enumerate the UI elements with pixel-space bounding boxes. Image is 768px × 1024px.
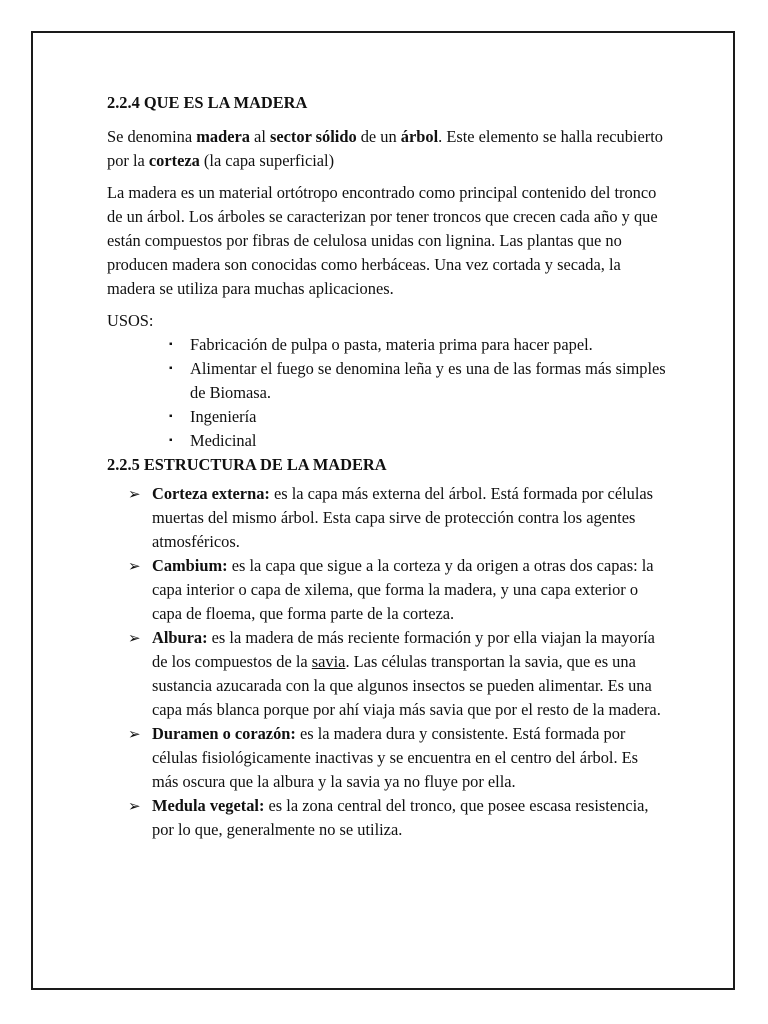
usos-item-text: Ingeniería bbox=[190, 407, 257, 426]
intro-bold-madera: madera bbox=[196, 127, 250, 146]
intro-run: . Este elemento se halla recubierto por la bbox=[107, 127, 663, 170]
document-body bbox=[107, 88, 667, 842]
list-item bbox=[169, 429, 667, 453]
item-term: Corteza externa: bbox=[152, 484, 270, 503]
intro-bold-sector: sector sólido bbox=[269, 127, 357, 146]
list-item bbox=[169, 357, 667, 405]
section-title-estructura: 2.2.5 ESTRUCTURA DE LA MADERA bbox=[107, 455, 387, 474]
item-description: es la madera de más reciente formación y por ella viajan la mayoría de los compuestos de la bbox=[152, 628, 655, 671]
item-term: Medula vegetal: bbox=[152, 796, 265, 815]
item-description: . Las células transportan la savia, que es una sustancia azucarada con la que algunos insectos se pueden alimentar. Es una capa más blanca porque por ahí viaja más savia que por el resto de la madera. bbox=[152, 652, 661, 719]
list-item bbox=[128, 794, 667, 842]
usos-item-text: Fabricación de pulpa o pasta, materia prima para hacer papel. bbox=[190, 335, 593, 354]
item-description: es la capa más externa del árbol. Está formada por células muertas del mismo árbol. Esta capa sirve de protección contra los agentes atmosféricos. bbox=[152, 484, 654, 551]
intro-run: Se denomina bbox=[107, 127, 197, 146]
arrow-bullet-icon: ➢ bbox=[128, 725, 141, 743]
intro-bold-corteza: corteza bbox=[148, 151, 200, 170]
arrow-bullet-icon: ➢ bbox=[128, 485, 141, 503]
intro-run: (la capa superficial) bbox=[199, 151, 335, 170]
arrow-bullet-icon: ➢ bbox=[128, 557, 141, 575]
usos-item-text: Alimentar el fuego se denomina leña y es una de las formas más simples de Biomasa. bbox=[190, 359, 666, 402]
list-item bbox=[128, 722, 667, 794]
item-term: Albura: bbox=[152, 628, 208, 647]
arrow-bullet-icon: ➢ bbox=[128, 797, 141, 815]
square-bullet-icon: ▪ bbox=[169, 411, 173, 422]
arrow-bullet-icon: ➢ bbox=[128, 629, 141, 647]
usos-item-text: Medicinal bbox=[190, 431, 257, 450]
intro-run: al bbox=[249, 127, 270, 146]
square-bullet-icon: ▪ bbox=[169, 339, 173, 350]
item-term: Duramen o corazón: bbox=[152, 724, 296, 743]
list-item bbox=[169, 333, 667, 357]
savia-link[interactable]: savia bbox=[311, 652, 346, 671]
list-item bbox=[128, 482, 667, 554]
square-bullet-icon: ▪ bbox=[169, 435, 173, 446]
intro-paragraph bbox=[107, 125, 667, 173]
madera-description-paragraph: La madera es un material ortótropo encontrado como principal contenido del tronco de un árbol. Los árboles se caracterizan por tener troncos que crecen cada año y que están compuestos por fibras de celulosa unidas con lignina. Las plantas que no producen madera son conocidas como herbáceas. Una vez cortada y secada, la madera se utiliza para muchas aplicaciones. bbox=[107, 183, 658, 298]
item-description: es la capa que sigue a la corteza y da origen a otras dos capas: la capa interior o capa de xilema, que forma la madera, y una capa exterior o capa de floema, que forma parte de la corteza. bbox=[152, 556, 654, 623]
list-item bbox=[128, 626, 667, 722]
usos-list bbox=[107, 333, 667, 453]
list-item bbox=[128, 554, 667, 626]
intro-bold-arbol: árbol bbox=[400, 127, 439, 146]
usos-label: USOS: bbox=[107, 311, 154, 330]
section-title-que-es-la-madera: 2.2.4 QUE ES LA MADERA bbox=[107, 93, 308, 112]
item-description: es la madera dura y consistente. Está formada por células fisiológicamente inactivas y se encuentra en el centro del árbol. Es más oscura que la albura y la savia ya no fluye por ella. bbox=[152, 724, 639, 791]
item-term: Cambium: bbox=[152, 556, 228, 575]
intro-run: de un bbox=[356, 127, 401, 146]
item-description: es la zona central del tronco, que posee escasa resistencia, por lo que, generalmente no se utiliza. bbox=[152, 796, 649, 839]
estructura-list bbox=[107, 482, 667, 842]
square-bullet-icon: ▪ bbox=[169, 363, 173, 374]
list-item bbox=[169, 405, 667, 429]
